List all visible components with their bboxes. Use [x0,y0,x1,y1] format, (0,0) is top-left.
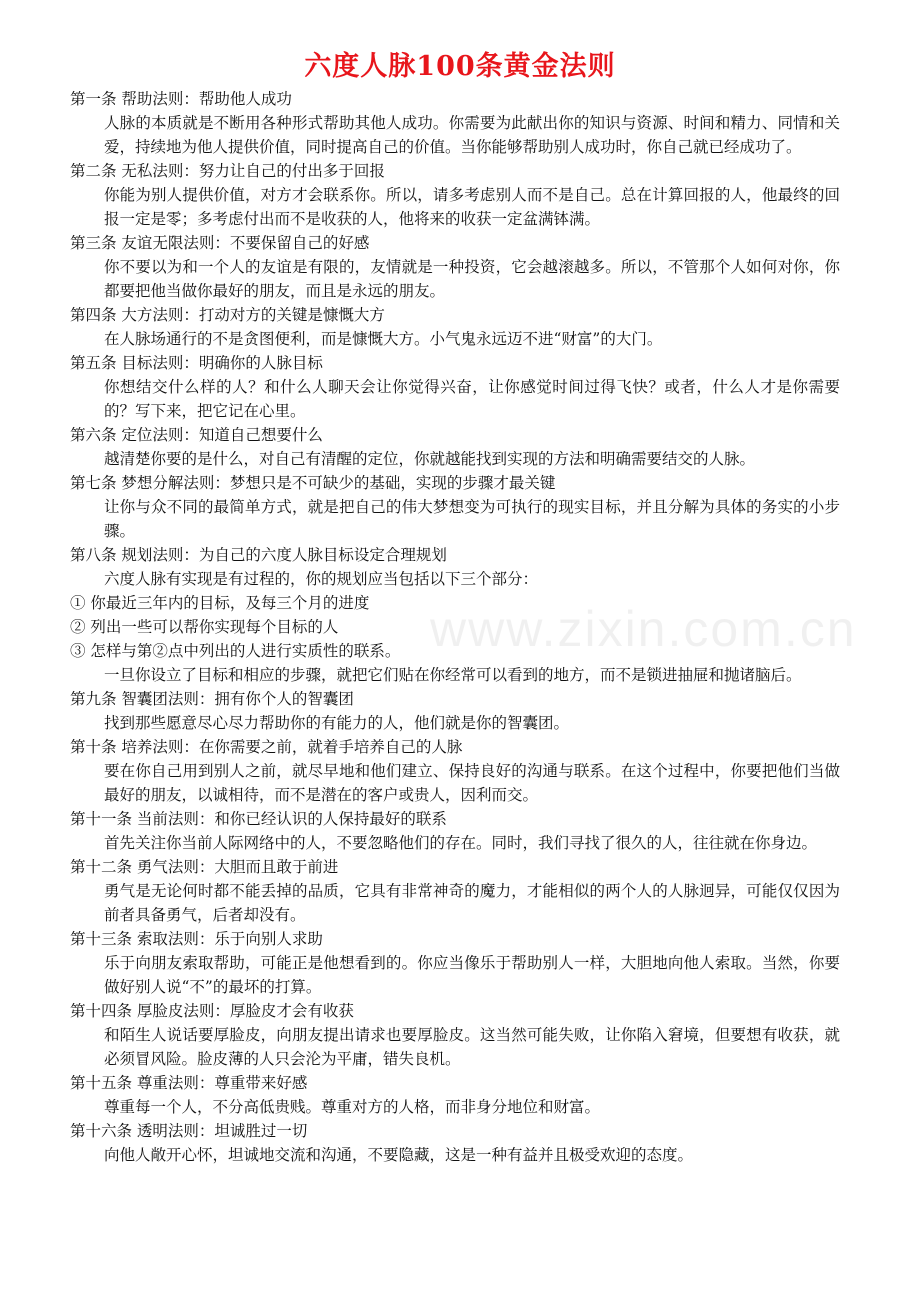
rule-section [70,543,840,687]
rule-heading: 第十四条 厚脸皮法则：厚脸皮才会有收获 [70,1002,354,1020]
rule-paragraph: 让你与众不同的最简单方式，就是把自己的伟大梦想变为可执行的现实目标，并且分解为具体的务实的小步骤。 [104,498,840,540]
rule-list-item: ③ 怎样与第②点中列出的人进行实质性的联系。 [70,642,401,660]
rule-section [70,927,840,999]
rule-section [70,231,840,303]
rule-section [70,687,840,735]
rule-heading: 第八条 规划法则：为自己的六度人脉目标设定合理规划 [70,546,447,564]
rule-paragraph: 你不要以为和一个人的友谊是有限的，友情就是一种投资，它会越滚越多。所以，不管那个人如何对你，你都要把他当做你最好的朋友，而且是永远的朋友。 [104,258,840,300]
rule-paragraph: 你想结交什么样的人？和什么人聊天会让你觉得兴奋，让你感觉时间过得飞快？或者，什么人才是你需要的？写下来，把它记在心里。 [104,378,840,420]
rule-section [70,471,840,543]
rule-heading: 第七条 梦想分解法则：梦想只是不可缺少的基础，实现的步骤才最关键 [70,474,556,492]
rule-paragraph: 和陌生人说话要厚脸皮，向朋友提出请求也要厚脸皮。这当然可能失败，让你陷入窘境，但要想有收获，就必须冒风险。脸皮薄的人只会沦为平庸，错失良机。 [104,1026,840,1068]
rule-section [70,423,840,471]
rule-paragraph: 尊重每一个人，不分高低贵贱。尊重对方的人格，而非身分地位和财富。 [104,1098,601,1116]
rule-paragraph: 向他人敞开心怀，坦诚地交流和沟通，不要隐藏，这是一种有益并且极受欢迎的态度。 [104,1146,694,1164]
rule-list-item: ① 你最近三年内的目标，及每三个月的进度 [70,594,370,612]
rule-list-item: ② 列出一些可以帮你实现每个目标的人 [70,618,339,636]
rule-heading: 第四条 大方法则：打动对方的关键是慷慨大方 [70,306,385,324]
rule-section [70,1119,840,1167]
rule-heading: 第十一条 当前法则：和你已经认识的人保持最好的联系 [70,810,447,828]
rule-paragraph: 乐于向朋友索取帮助，可能正是他想看到的。你应当像乐于帮助别人一样，大胆地向他人索取。当然，你要做好别人说“不”的最坏的打算。 [104,954,840,996]
rule-heading: 第十六条 透明法则：坦诚胜过一切 [70,1122,308,1140]
rule-paragraph: 首先关注你当前人际网络中的人，不要忽略他们的存在。同时，我们寻找了很久的人，往往就在你身边。 [104,834,818,852]
rule-paragraph: 人脉的本质就是不断用各种形式帮助其他人成功。你需要为此献出你的知识与资源、时间和精力、同情和关爱，持续地为他人提供价值，同时提高自己的价值。当你能够帮助别人成功时，你自己就已经成功了。 [104,114,840,156]
rule-heading: 第十五条 尊重法则：尊重带来好感 [70,1074,308,1092]
watermark: www.zixin.com.cn [430,601,857,657]
rule-paragraph: 找到那些愿意尽心尽力帮助你的有能力的人，他们就是你的智囊团。 [104,714,570,732]
rule-paragraph: 你能为别人提供价值，对方才会联系你。所以，请多考虑别人而不是自己。总在计算回报的人，他最终的回报一定是零；多考虑付出而不是收获的人，他将来的收获一定盆满钵满。 [104,186,840,228]
rule-paragraph: 在人脉场通行的不是贪图便利，而是慷慨大方。小气鬼永远迈不进“财富”的大门。 [104,330,663,348]
rule-section [70,855,840,927]
rule-section [70,159,840,231]
rule-heading: 第九条 智囊团法则：拥有你个人的智囊团 [70,690,354,708]
rule-section [70,351,840,423]
rule-paragraph: 勇气是无论何时都不能丢掉的品质，它具有非常神奇的魔力，才能相似的两个人的人脉迥异，可能仅仅因为前者具备勇气，后者却没有。 [104,882,840,924]
rule-heading: 第三条 友谊无限法则：不要保留自己的好感 [70,234,370,252]
rule-heading: 第一条 帮助法则：帮助他人成功 [70,90,292,108]
rule-section [70,87,840,159]
rule-heading: 第六条 定位法则：知道自己想要什么 [70,426,323,444]
rule-paragraph: 六度人脉有实现是有过程的，你的规划应当包括以下三个部分： [104,570,539,588]
page-title: 六度人脉100条黄金法则 [304,51,616,82]
rule-section [70,735,840,807]
rule-section [70,807,840,855]
rule-heading: 第五条 目标法则：明确你的人脉目标 [70,354,323,372]
rule-heading: 第十条 培养法则：在你需要之前，就着手培养自己的人脉 [70,738,463,756]
rule-paragraph: 一旦你设立了目标和相应的步骤，就把它们贴在你经常可以看到的地方，而不是锁进抽屉和抛诸脑后。 [104,666,802,684]
rule-heading: 第十二条 勇气法则：大胆而且敢于前进 [70,858,339,876]
rule-paragraph: 要在你自己用到别人之前，就尽早地和他们建立、保持良好的沟通与联系。在这个过程中，你要把他们当做最好的朋友，以诚相待，而不是潜在的客户或贵人，因利而交。 [104,762,840,804]
rules-list [70,87,840,1167]
rule-heading: 第二条 无私法则：努力让自己的付出多于回报 [70,162,385,180]
rule-heading: 第十三条 索取法则：乐于向别人求助 [70,930,323,948]
rule-section [70,999,840,1071]
rule-section [70,303,840,351]
rule-paragraph: 越清楚你要的是什么，对自己有清醒的定位，你就越能找到实现的方法和明确需要结交的人脉。 [104,450,756,468]
rule-section [70,1071,840,1119]
